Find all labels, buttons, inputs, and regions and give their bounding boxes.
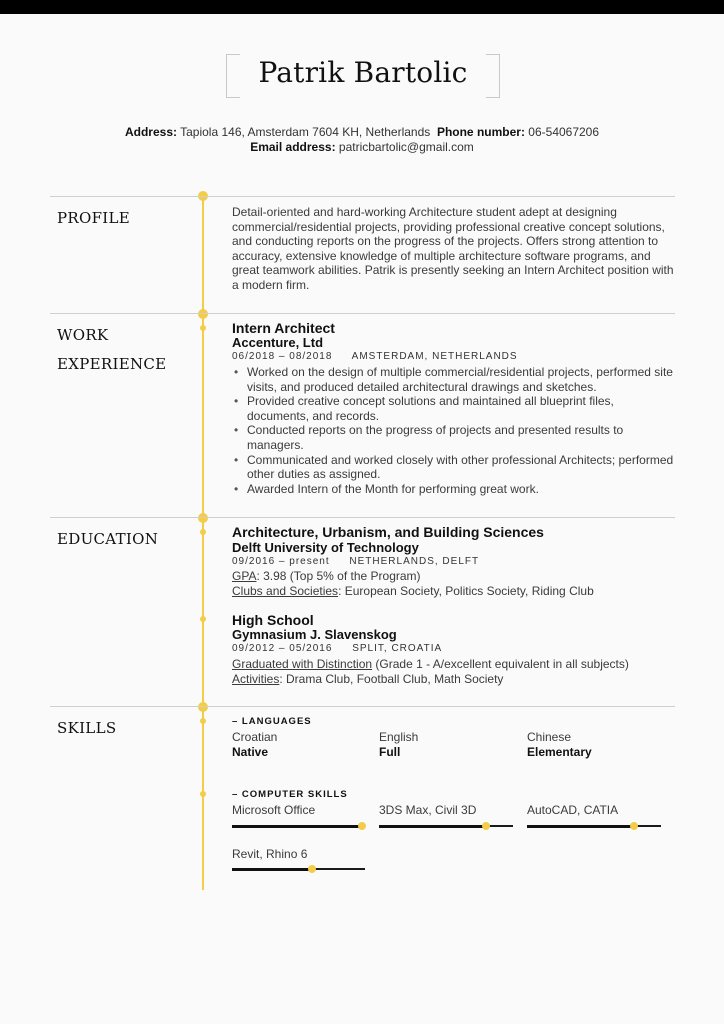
- contact-line-1: [0, 125, 724, 139]
- address-label: Address:: [124, 125, 177, 139]
- edu-school: Delft University of Technology: [232, 540, 419, 555]
- divider-education: [50, 517, 675, 518]
- language-level: Elementary: [527, 745, 592, 759]
- skill-bar-fill: [379, 825, 486, 828]
- computer-skill-name: 3DS Max, Civil 3D: [379, 803, 477, 817]
- edu-degree: Architecture, Urbanism, and Building Sciences: [232, 524, 544, 540]
- job-title: Intern Architect: [232, 320, 335, 336]
- phone-value: 06-54067206: [528, 125, 600, 139]
- edu-detail-text: : European Society, Politics Society, Riding Club: [338, 584, 594, 598]
- edu-location: SPLIT, CROATIA: [352, 643, 443, 654]
- section-title-skills: SKILLS: [57, 719, 117, 737]
- skill-bar-knob: [482, 822, 490, 830]
- edu-meta: [232, 643, 458, 654]
- edu-dates: 09/2016 – present: [232, 556, 330, 567]
- edu-detail-1: [232, 569, 421, 584]
- divider-skills: [50, 706, 675, 707]
- name-frame: [226, 54, 500, 98]
- language-item: [527, 730, 592, 759]
- section-title-work-line2: EXPERIENCE: [57, 355, 167, 373]
- email-label: Email address:: [250, 140, 336, 154]
- edu-detail-label: Clubs and Societies: [232, 584, 339, 598]
- job-bullet: • Provided creative concept solutions and maintained all blueprint files, documents, and records.: [232, 394, 677, 423]
- computer-skills-heading: – COMPUTER SKILLS: [232, 789, 348, 800]
- timeline-dot-languages: [200, 718, 206, 724]
- skill-bar: [527, 825, 661, 827]
- skill-bar-fill: [527, 825, 634, 828]
- edu-detail-2: [232, 672, 503, 687]
- skill-bar: [379, 825, 513, 827]
- timeline-dot-work: [198, 309, 208, 319]
- phone-label: Phone number:: [436, 125, 525, 139]
- section-title-work-line1: WORK: [57, 326, 109, 344]
- address-value: Tapiola 146, Amsterdam 7604 KH, Netherlands: [180, 125, 431, 139]
- edu-detail-label: Graduated with Distinction: [232, 657, 373, 671]
- skill-bar: [232, 868, 365, 870]
- edu-detail-2: [232, 584, 594, 599]
- language-name: Croatian: [232, 730, 278, 744]
- edu-detail-1: [232, 657, 629, 672]
- computer-skill-name: AutoCAD, CATIA: [527, 803, 619, 817]
- computer-skill-name: Revit, Rhino 6: [232, 847, 308, 861]
- section-title-profile: PROFILE: [57, 209, 131, 227]
- edu-meta: [232, 556, 495, 567]
- skill-bar-fill: [232, 868, 312, 871]
- job-bullet: • Awarded Intern of the Month for performing great work.: [232, 482, 677, 497]
- timeline-dot-education: [198, 513, 208, 523]
- skill-bar-knob: [358, 822, 366, 830]
- language-item: [379, 730, 418, 759]
- edu-dates: 09/2012 – 05/2016: [232, 643, 333, 654]
- computer-skill-name: Microsoft Office: [232, 803, 316, 817]
- section-title-education: EDUCATION: [57, 530, 159, 548]
- job-dates: 06/2018 – 08/2018: [232, 351, 333, 362]
- edu-detail-text: : 3.98 (Top 5% of the Program): [256, 569, 421, 583]
- language-level: Full: [379, 745, 401, 759]
- job-bullets: [232, 365, 677, 496]
- timeline-dot-job: [200, 325, 206, 331]
- email-value[interactable]: patricbartolic@gmail.com: [338, 140, 474, 154]
- timeline-dot-edu-2: [200, 616, 206, 622]
- edu-detail-label: GPA: [232, 569, 257, 583]
- job-bullet: • Worked on the design of multiple commercial/residential projects, performed site visits, and produced detailed architectural drawings and sketches.: [232, 365, 677, 394]
- section-title-work: [57, 321, 166, 379]
- job-location: AMSTERDAM, NETHERLANDS: [351, 351, 518, 362]
- top-bar: [0, 0, 724, 14]
- skill-bar-fill: [232, 825, 362, 828]
- timeline-dot-computer: [200, 791, 206, 797]
- skill-bar-knob: [630, 822, 638, 830]
- edu-degree: High School: [232, 612, 314, 628]
- edu-location: NETHERLANDS, DELFT: [349, 556, 480, 567]
- job-bullet: • Communicated and worked closely with other professional Architects; performed other duties as assigned.: [232, 453, 677, 482]
- timeline-dot-edu-1: [200, 529, 206, 535]
- job-company: Accenture, Ltd: [232, 335, 324, 350]
- divider-profile: [50, 196, 675, 197]
- job-bullet: • Conducted reports on the progress of projects and presented results to managers.: [232, 423, 677, 452]
- timeline-line: [202, 196, 204, 890]
- language-item: [232, 730, 277, 759]
- skill-bar: [232, 825, 362, 827]
- edu-detail-text: : Drama Club, Football Club, Math Society: [279, 672, 504, 686]
- skill-bar-knob: [308, 865, 316, 873]
- timeline-dot-skills: [198, 702, 208, 712]
- edu-school: Gymnasium J. Slavenskog: [232, 627, 397, 642]
- edu-detail-label: Activities: [232, 672, 280, 686]
- divider-work: [50, 313, 675, 314]
- language-name: Chinese: [527, 730, 572, 744]
- language-name: English: [379, 730, 419, 744]
- contact-line-2: [0, 140, 724, 154]
- edu-detail-text: (Grade 1 - A/excellent equivalent in all subjects): [372, 657, 629, 671]
- languages-heading: – LANGUAGES: [232, 716, 312, 727]
- language-level: Native: [232, 745, 269, 759]
- job-meta: [232, 351, 534, 362]
- profile-summary: Detail-oriented and hard-working Architecture student adept at designing commercial/residential projects, providing professional creative concept solutions, and conducting reports on the progress of the projects. Offers strong attention to accuracy, extensive knowledge of multiple architecture software programs, and great teamwork abilities. Patrik is presently seeking an Intern Architect position with a modern firm.: [232, 205, 674, 292]
- candidate-name: Patrik Bartolic: [258, 56, 468, 89]
